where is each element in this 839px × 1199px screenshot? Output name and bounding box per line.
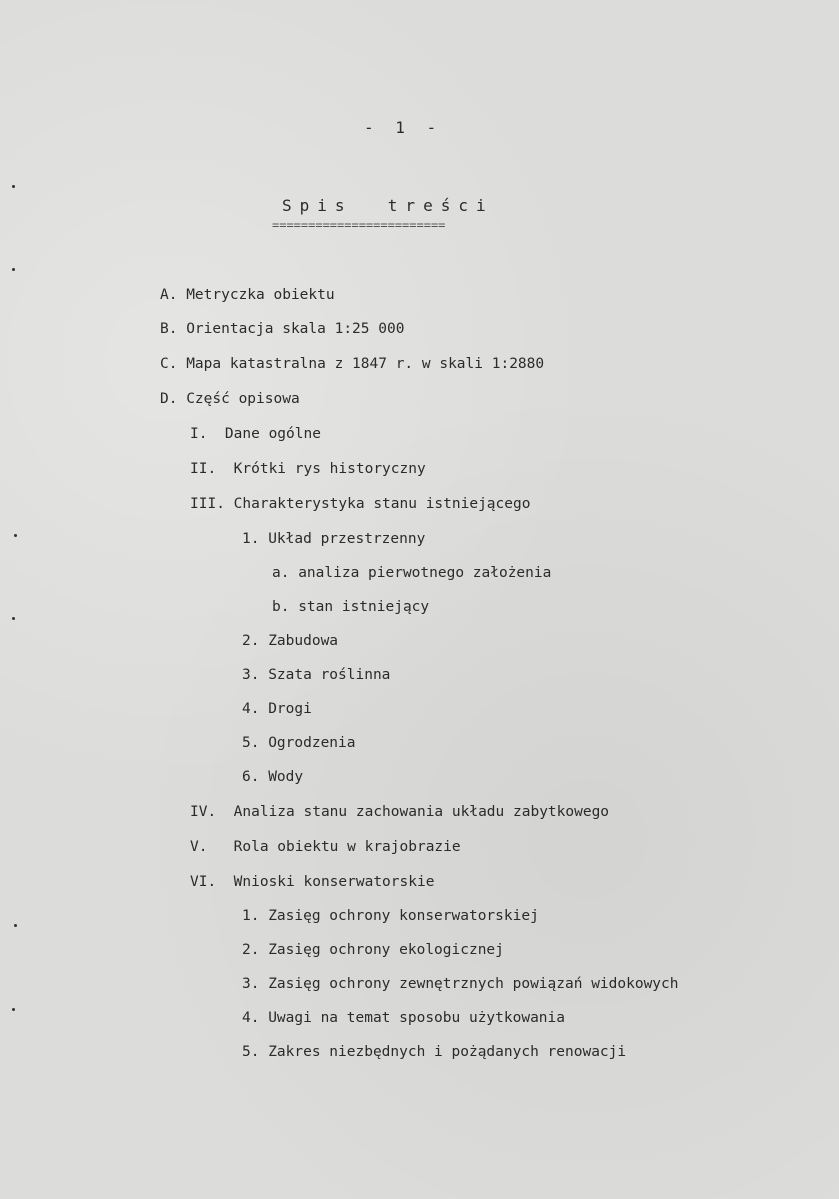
toc-item-d-iv: IV. Analiza stanu zachowania układu zabytkowego [190, 804, 610, 820]
scan-mark [12, 268, 15, 271]
toc-item-d-v: V. Rola obiektu w krajobrazie [190, 839, 461, 855]
page-number: - 1 - [364, 118, 443, 137]
toc-item-d-ii: II. Krótki rys historyczny [190, 461, 426, 477]
toc-item-c: C. Mapa katastralna z 1847 r. w skali 1:2880 [160, 356, 545, 372]
toc-item-d-vi-4: 4. Uwagi na temat sposobu użytkowania [242, 1010, 566, 1026]
toc-item-d-iii-2: 2. Zabudowa [242, 633, 339, 649]
scan-mark [14, 924, 17, 927]
toc-item-d-vi: VI. Wnioski konserwatorskie [190, 874, 435, 890]
toc-item-d-vi-2: 2. Zasięg ochrony ekologicznej [242, 942, 504, 958]
toc-item-d-vi-3: 3. Zasięg ochrony zewnętrznych powiązań widokowych [242, 976, 679, 992]
toc-item-d-iii-1a: a. analiza pierwotnego założenia [272, 565, 552, 581]
scan-mark [12, 617, 15, 620]
scan-mark [12, 185, 15, 188]
page-title: Spis treści [282, 196, 494, 215]
toc-item-a: A. Metryczka obiektu [160, 287, 335, 303]
toc-item-d: D. Część opisowa [160, 391, 300, 407]
toc-item-d-vi-5: 5. Zakres niezbędnych i pożądanych renowacji [242, 1044, 627, 1060]
title-underline: ======================== [272, 218, 446, 232]
toc-item-d-i: I. Dane ogólne [190, 426, 321, 442]
toc-item-b: B. Orientacja skala 1:25 000 [160, 321, 405, 337]
toc-item-d-iii-3: 3. Szata roślinna [242, 667, 391, 683]
toc-item-d-vi-1: 1. Zasięg ochrony konserwatorskiej [242, 908, 539, 924]
scan-mark [14, 534, 17, 537]
toc-item-d-iii-1: 1. Układ przestrzenny [242, 531, 426, 547]
toc-item-d-iii-4: 4. Drogi [242, 701, 312, 717]
scan-mark [12, 1008, 15, 1011]
toc-item-d-iii-6: 6. Wody [242, 769, 304, 785]
toc-item-d-iii-1b: b. stan istniejący [272, 599, 430, 615]
toc-item-d-iii: III. Charakterystyka stanu istniejącego [190, 496, 531, 512]
toc-item-d-iii-5: 5. Ogrodzenia [242, 735, 356, 751]
